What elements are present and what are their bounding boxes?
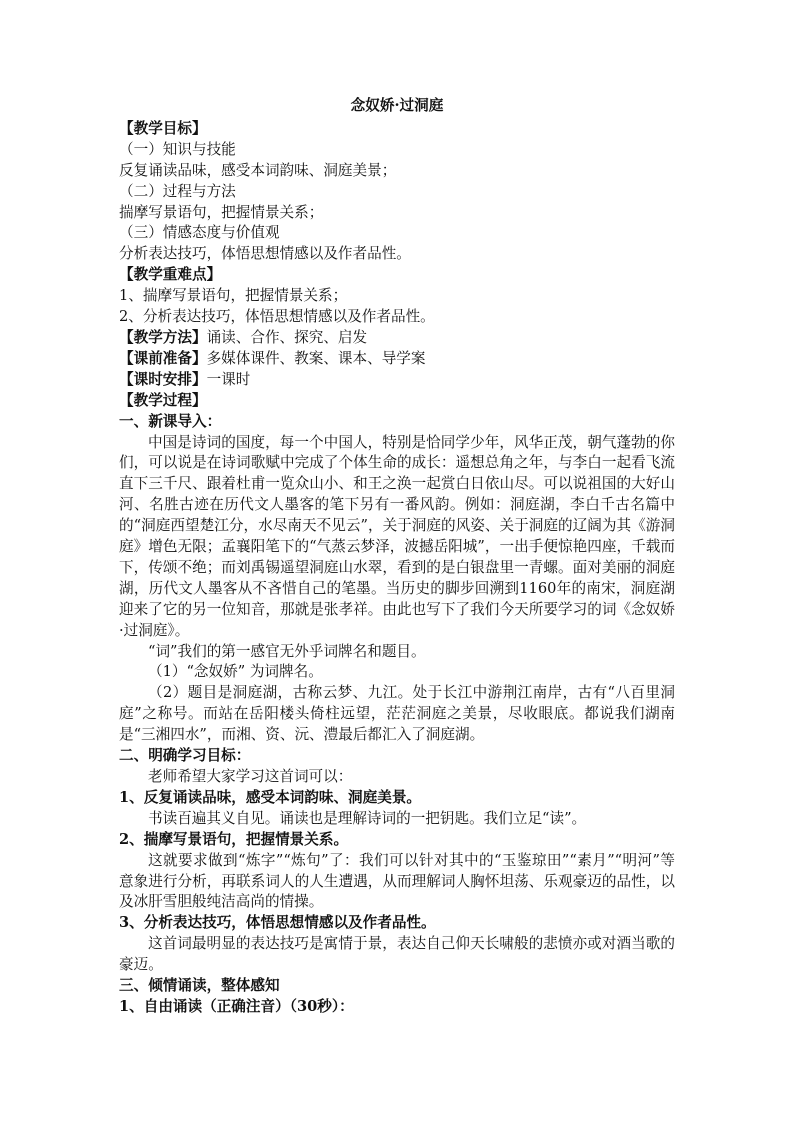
section2-goal-text: 这就要求做到“炼字”“炼句”了：我们可以针对其中的“玉鉴琼田”“素月”“明河”等意象进行分析，再联系词人的人生遭遇，从而理解词人胸怀坦荡、乐观豪迈的品性，以及冰肝雪胆般纯洁高尚的情操。 [119, 851, 675, 911]
section2-goal-text: 这首词最明显的表达技巧是寓情于景，表达自己仰天长啸般的悲愤亦或对酒当歌的豪迈。 [119, 935, 675, 974]
method-text: 诵读、合作、探究、启发 [206, 328, 368, 346]
method-row [119, 328, 675, 349]
prep-label: 【课前准备】 [119, 349, 207, 367]
document-title: 念奴娇·过洞庭 [350, 97, 444, 114]
schedule-row [119, 370, 675, 391]
process-heading: 【教学过程】 [119, 391, 207, 409]
goals-item: 揣摩写景语句，把握情景关系； [119, 203, 324, 221]
goals-item: 分析表达技巧，体悟思想情感以及作者品性。 [119, 245, 411, 263]
document-page [119, 96, 675, 1018]
goals-heading: 【教学目标】 [119, 119, 207, 137]
section1-paragraph: （1）“念奴娇” 为词牌名。 [148, 663, 323, 681]
key-points-heading: 【教学重难点】 [119, 266, 222, 284]
section1-paragraph: “词”我们的第一感官无外乎词牌名和题目。 [148, 642, 426, 660]
schedule-text: 一课时 [206, 370, 251, 388]
goals-item: （二）过程与方法 [119, 182, 236, 200]
key-point-item: 2、分析表达技巧，体悟思想情感以及作者品性。 [119, 308, 435, 326]
goals-item: （一）知识与技能 [119, 140, 236, 158]
section2-intro: 老师希望大家学习这首词可以： [148, 768, 353, 785]
section2-goal-title: 3、分析表达技巧，体悟思想情感以及作者品性。 [119, 914, 436, 932]
key-point-item: 1、揣摩写景语句，把握情景关系； [119, 287, 348, 305]
section2-heading: 二、明确学习目标： [119, 747, 251, 765]
prep-row [119, 349, 675, 370]
section2-goal-title: 2、揣摩写景语句，把握情景关系。 [119, 830, 349, 848]
section2-goal-title: 1、反复诵读品味，感受本词韵味、洞庭美景。 [119, 788, 422, 806]
section1-heading: 一、新课导入： [119, 412, 222, 430]
section3-heading: 三、倾情诵读，整体感知 [119, 977, 280, 995]
goals-item: （三）情感态度与价值观 [119, 224, 280, 242]
method-label: 【教学方法】 [119, 328, 207, 346]
section1-paragraph: （2）题目是洞庭湖，古称云梦、九江。处于长江中游荆江南岸，古有“八百里洞庭”之称号。而站在岳阳楼头倚柱远望，茫茫洞庭之美景，尽收眼底。都说我们湖南是“三湘四水”，而湘、资、沅、澧最后都汇入了洞庭湖。 [119, 684, 675, 744]
prep-text: 多媒体课件、教案、课本、导学案 [206, 349, 426, 367]
schedule-label: 【课时安排】 [119, 370, 207, 388]
goals-item: 反复诵读品味，感受本词韵味、洞庭美景； [119, 161, 397, 179]
section1-paragraph: 中国是诗词的国度，每一个中国人，特别是恰同学少年，风华正茂，朝气蓬勃的你们，可以说是在诗词歌赋中完成了个体生命的成长：遥想总角之年，与李白一起看飞流直下三千尺、跟着杜甫一览众山小、和王之涣一起赏白日依山尽。可以说祖国的大好山河、名胜古迹在历代文人墨客的笔下另有一番风韵。例如：洞庭湖，李白千古名篇中的“洞庭西望楚江分，水尽南天不见云”，关于洞庭的风姿、关于洞庭的辽阔为其《游洞庭》增色无限；孟襄阳笔下的“气蒸云梦泽，波撼岳阳城”，一出手便惊艳四座，千载而下，传颂不绝；而刘禹锡遥望洞庭山水翠，看到的是白银盘里一青螺。面对美丽的洞庭湖，历代文人墨客从不吝惜自己的笔墨。当历史的脚步回溯到1160年的南宋，洞庭湖迎来了它的另一位知音，那就是张孝祥。由此也写下了我们今天所要学习的词《念奴娇·过洞庭》。 [119, 433, 675, 639]
section3-item: 1、自由诵读（正确注音）（30秒）： [119, 997, 354, 1015]
section2-goal-text: 书读百遍其义自见。诵读也是理解诗词的一把钥匙。我们立足“读”。 [148, 809, 587, 827]
